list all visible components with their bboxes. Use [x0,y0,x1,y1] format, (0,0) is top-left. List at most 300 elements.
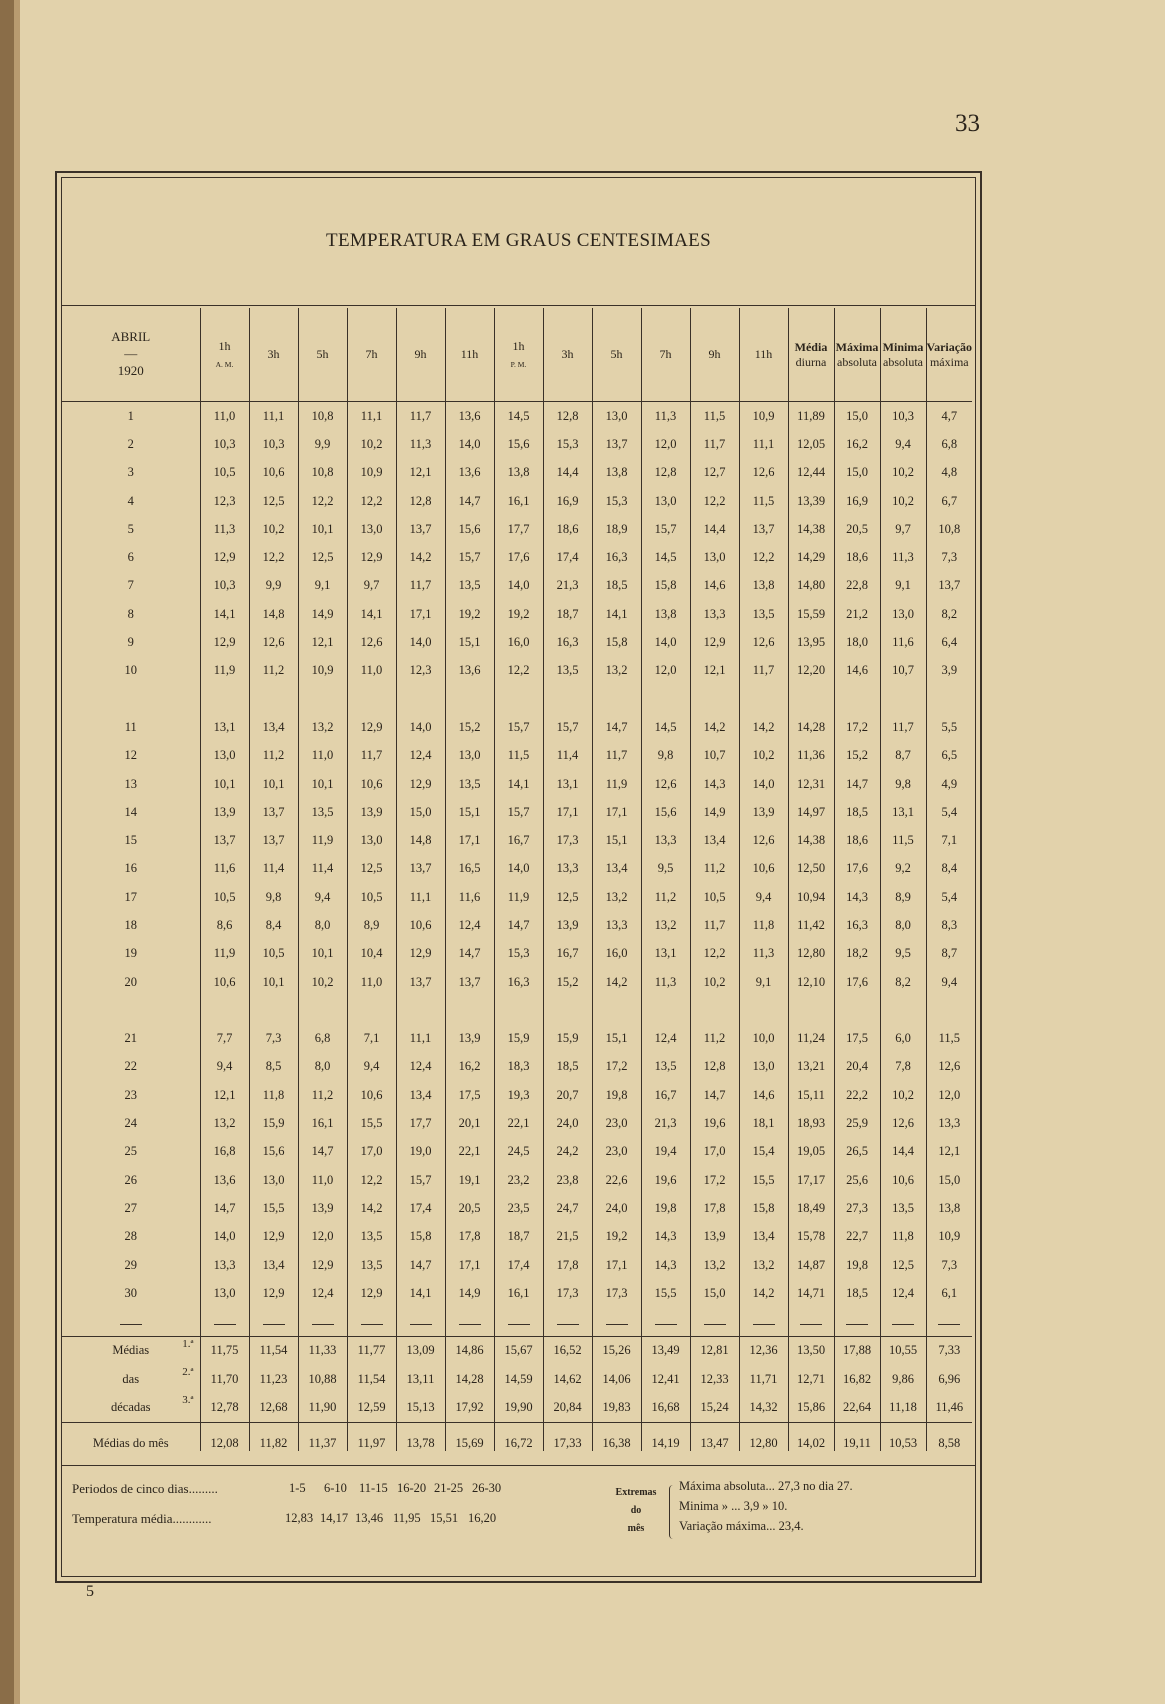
temp-cell: 14,7 [494,911,543,939]
temp-cell: 14,7 [445,940,494,968]
temp-cell: 13,0 [592,402,641,431]
gap-cell [347,685,396,713]
temp-cell: 16,1 [298,1109,347,1137]
table-row [62,1053,972,1081]
temp-cell: 10,3 [200,572,249,600]
temp-cell: 13,8 [494,459,543,487]
decade-label-cell [62,1365,200,1393]
temp-cell: 12,5 [880,1251,926,1279]
temp-cell: 14,3 [690,770,739,798]
gap-cell [396,685,445,713]
decade-mean-cell: 15,67 [494,1336,543,1365]
day-cell: 1 [127,408,134,423]
temp-cell: 11,8 [880,1223,926,1251]
temp-cell: 14,2 [690,713,739,741]
day-cell: 16 [124,861,137,876]
temp-cell: 13,0 [249,1166,298,1194]
temp-cell: 16,8 [200,1138,249,1166]
temp-cell: 11,3 [880,543,926,571]
day-cell: 26 [124,1172,137,1187]
hour-header: 1h P. M. [494,308,543,402]
temp-cell: 11,89 [788,402,834,431]
temp-cell: 5,4 [926,883,972,911]
table-row [62,911,972,939]
temp-cell: 12,05 [788,430,834,458]
temp-cell: 16,3 [834,911,880,939]
period-range: 1-5 [289,1481,306,1495]
temp-cell: 18,5 [543,1053,592,1081]
temp-cell: 19,2 [494,600,543,628]
temp-cell: 13,3 [641,826,690,854]
temp-cell: 13,5 [298,798,347,826]
temp-cell: 11,2 [690,1025,739,1053]
temp-cell: 15,7 [543,713,592,741]
temp-cell: 11,24 [788,1025,834,1053]
temp-cell: 15,0 [926,1166,972,1194]
decade-mean-cell: 14,62 [543,1365,592,1393]
dash-cell [445,1308,494,1337]
temp-cell: 14,2 [347,1194,396,1222]
temp-cell: 14,4 [690,515,739,543]
temp-cell: 19,2 [592,1223,641,1251]
decade-mean-cell: 22,64 [834,1393,880,1422]
temp-cell: 15,3 [543,430,592,458]
decade-mean-cell: 11,33 [298,1336,347,1365]
temp-cell: 13,1 [880,798,926,826]
gap-cell [249,996,298,1024]
temp-cell: 12,4 [298,1279,347,1307]
temp-cell: 17,3 [592,1279,641,1307]
temp-cell: 15,1 [445,628,494,656]
temp-cell: 12,6 [926,1053,972,1081]
temp-cell: 12,3 [396,657,445,685]
temp-cell: 14,5 [641,543,690,571]
decade-mean-cell: 7,33 [926,1336,972,1365]
dash-cell [834,1308,880,1337]
temp-cell: 8,0 [298,911,347,939]
temp-cell: 13,0 [641,487,690,515]
temp-cell: 17,6 [834,968,880,996]
temp-cell: 18,6 [834,826,880,854]
temp-cell: 14,2 [739,1279,788,1307]
temp-cell: 19,8 [592,1081,641,1109]
day-cell: 5 [127,521,134,536]
temp-cell: 9,7 [880,515,926,543]
dash-mark [846,1324,868,1325]
temp-cell: 16,9 [834,487,880,515]
temp-cell: 14,3 [834,883,880,911]
gap-cell [788,685,834,713]
temp-cell: 13,2 [200,1109,249,1137]
hour-header: 9h [690,308,739,402]
gap-cell [445,996,494,1024]
day-cell: 9 [127,635,134,650]
table-row [62,826,972,854]
temp-cell: 15,3 [592,487,641,515]
day-cell: 22 [124,1059,137,1074]
dash-mark [410,1324,432,1325]
hour-header: 5h [592,308,641,402]
temp-cell: 11,5 [926,1025,972,1053]
period-range: 21-25 [434,1481,464,1495]
temp-cell: 10,3 [880,402,926,431]
gap-cell [200,685,249,713]
temp-cell: 11,9 [592,770,641,798]
temp-cell: 14,29 [788,543,834,571]
temp-cell: 17,1 [445,826,494,854]
temp-cell: 14,1 [347,600,396,628]
temp-cell: 9,8 [880,770,926,798]
temp-cell: 13,1 [543,770,592,798]
month-header [62,308,200,402]
extremas-brace [669,1485,674,1539]
temp-cell: 10,8 [298,459,347,487]
temp-cell: 11,9 [200,940,249,968]
day-cell: 27 [124,1200,137,1215]
temp-cell: 19,8 [641,1194,690,1222]
temp-cell: 13,3 [543,855,592,883]
temp-cell: 16,1 [494,487,543,515]
temp-cell: 11,3 [200,515,249,543]
decade-mean-cell: 9,86 [880,1365,926,1393]
dash-mark [892,1324,914,1325]
dash-mark [655,1324,677,1325]
decade-mean-cell: 13,49 [641,1336,690,1365]
temp-cell: 12,5 [347,855,396,883]
temp-cell: 15,6 [445,515,494,543]
temp-cell: 11,7 [690,911,739,939]
temp-cell: 14,38 [788,515,834,543]
temp-cell: 15,0 [690,1279,739,1307]
temp-cell: 24,0 [592,1194,641,1222]
decade-mean-cell: 11,77 [347,1336,396,1365]
temp-cell: 13,21 [788,1053,834,1081]
dash-mark [120,1324,142,1325]
temp-cell: 16,1 [494,1279,543,1307]
temp-cell: 13,8 [641,600,690,628]
temp-cell: 12,80 [788,940,834,968]
decade-mean-cell: 12,78 [200,1393,249,1422]
temp-cell: 11,3 [739,940,788,968]
temp-cell: 12,0 [641,657,690,685]
temp-cell: 11,1 [739,430,788,458]
temp-cell: 19,8 [834,1251,880,1279]
decade-mean-cell: 12,68 [249,1393,298,1422]
temp-cell: 14,3 [641,1251,690,1279]
temp-cell: 14,0 [200,1223,249,1251]
temp-cell: 6,8 [298,1025,347,1053]
decade-mean-cell: 14,28 [445,1365,494,1393]
temp-cell: 13,5 [347,1223,396,1251]
temp-cell: 13,95 [788,628,834,656]
temp-cell: 15,8 [739,1194,788,1222]
gap-cell [249,685,298,713]
temp-cell: 8,4 [926,855,972,883]
temp-cell: 5,4 [926,798,972,826]
temp-cell: 12,20 [788,657,834,685]
table-row [62,940,972,968]
temp-cell: 12,9 [200,543,249,571]
temp-cell: 14,7 [396,1251,445,1279]
book-spine-edge [0,0,14,1704]
temp-cell: 13,9 [445,1025,494,1053]
temp-cell: 17,3 [543,826,592,854]
temp-cell: 13,1 [200,713,249,741]
temp-cell: 10,1 [298,515,347,543]
temp-cell: 10,5 [347,883,396,911]
gap-cell [834,685,880,713]
temp-cell: 13,5 [347,1251,396,1279]
temp-cell: 12,1 [298,628,347,656]
temp-cell: 10,2 [739,742,788,770]
day-cell: 17 [124,889,137,904]
temp-cell: 15,7 [445,543,494,571]
temp-cell: 10,7 [880,657,926,685]
day-cell: 11 [124,719,137,734]
temp-cell: 16,0 [592,940,641,968]
temp-cell: 10,2 [880,1081,926,1109]
period-mean-temp: 15,51 [430,1511,459,1525]
month-mean-cell: 14,19 [641,1422,690,1451]
temp-cell: 16,3 [494,968,543,996]
temp-cell: 17,7 [494,515,543,543]
decade-mean-cell: 11,46 [926,1393,972,1422]
temp-cell: 17,8 [543,1251,592,1279]
temp-cell: 10,6 [880,1166,926,1194]
temp-cell: 11,7 [880,713,926,741]
dash-cell [926,1308,972,1337]
temp-cell: 11,1 [347,402,396,431]
temp-cell: 21,5 [543,1223,592,1251]
footer-mark: 5 [86,1583,94,1600]
gap-cell [494,685,543,713]
temp-cell: 10,6 [200,968,249,996]
temp-cell: 10,2 [298,968,347,996]
temp-cell: 15,5 [739,1166,788,1194]
temp-cell: 12,2 [739,543,788,571]
temp-cell: 12,1 [200,1081,249,1109]
temp-cell: 25,9 [834,1109,880,1137]
temp-cell: 14,9 [445,1279,494,1307]
temp-cell: 22,6 [592,1166,641,1194]
gap-cell [690,685,739,713]
extremas-min: Minima » ... 3,9 » 10. [679,1499,788,1513]
month-mean-cell: 11,82 [249,1422,298,1451]
temp-cell: 18,1 [739,1109,788,1137]
dash-cell [690,1308,739,1337]
temp-cell: 13,2 [739,1251,788,1279]
dash-cell [543,1308,592,1337]
temp-cell: 14,8 [249,600,298,628]
temp-cell: 11,1 [396,883,445,911]
temp-cell: 14,6 [834,657,880,685]
temp-cell: 4,7 [926,402,972,431]
temp-cell: 14,7 [690,1081,739,1109]
day-cell: 8 [127,606,134,621]
temp-cell: 19,2 [445,600,494,628]
day-cell: 30 [124,1285,137,1300]
table-row [62,742,972,770]
temp-cell: 10,6 [347,770,396,798]
temp-cell: 12,1 [926,1138,972,1166]
temp-cell: 17,4 [396,1194,445,1222]
temp-cell: 14,2 [592,968,641,996]
period-range: 26-30 [472,1481,502,1495]
temp-cell: 18,5 [834,1279,880,1307]
temp-cell: 18,0 [834,628,880,656]
temp-cell: 24,7 [543,1194,592,1222]
temp-cell: 17,0 [347,1138,396,1166]
temp-cell: 20,1 [445,1109,494,1137]
temp-cell: 19,1 [445,1166,494,1194]
gap-cell [739,685,788,713]
temp-cell: 13,3 [592,911,641,939]
temp-cell: 3,9 [926,657,972,685]
temp-cell: 11,42 [788,911,834,939]
gap-cell [592,685,641,713]
temp-cell: 13,7 [926,572,972,600]
temp-cell: 12,9 [347,713,396,741]
temp-cell: 21,3 [543,572,592,600]
temp-cell: 15,7 [494,713,543,741]
temp-cell: 14,87 [788,1251,834,1279]
temp-cell: 15,5 [641,1279,690,1307]
temp-cell: 13,6 [445,657,494,685]
temp-cell: 14,1 [592,600,641,628]
temp-cell: 10,2 [880,487,926,515]
book-spine-shadow [14,0,20,1704]
table-row [62,459,972,487]
dash-cell [880,1308,926,1337]
temp-cell: 19,05 [788,1138,834,1166]
temp-cell: 13,39 [788,487,834,515]
temp-cell: 15,78 [788,1223,834,1251]
temp-cell: 12,9 [249,1279,298,1307]
temp-cell: 7,1 [926,826,972,854]
decade-mean-cell: 10,55 [880,1336,926,1365]
decade-mean-cell: 12,71 [788,1365,834,1393]
decade-mean-cell: 17,88 [834,1336,880,1365]
temp-cell: 17,2 [690,1166,739,1194]
temp-cell: 18,7 [543,600,592,628]
temp-cell: 27,3 [834,1194,880,1222]
temp-cell: 13,0 [200,1279,249,1307]
temp-cell: 17,1 [396,600,445,628]
temp-cell: 12,2 [494,657,543,685]
title-rule [62,305,975,306]
temp-cell: 10,4 [347,940,396,968]
temp-cell: 11,4 [249,855,298,883]
temp-cell: 13,7 [396,515,445,543]
hour-header: 7h [641,308,690,402]
month-mean-cell: 14,02 [788,1422,834,1451]
temp-cell: 11,2 [298,1081,347,1109]
month-mean-cell: 11,37 [298,1422,347,1451]
temp-cell: 9,1 [298,572,347,600]
temp-cell: 11,3 [641,968,690,996]
temp-cell: 13,2 [592,883,641,911]
temp-cell: 8,3 [926,911,972,939]
temp-cell: 15,8 [396,1223,445,1251]
temp-cell: 13,7 [249,826,298,854]
month-mean-label: Médias do mês [62,1422,200,1451]
temp-cell: 21,3 [641,1109,690,1137]
day-cell: 2 [127,436,134,451]
temp-cell: 13,9 [200,798,249,826]
hour-header: 1h A. M. [200,308,249,402]
variacao-maxima-header: Variação máxima [926,308,972,402]
day-cell: 7 [127,578,134,593]
temp-cell: 16,3 [543,628,592,656]
month-mean-cell: 16,38 [592,1422,641,1451]
temp-cell: 16,2 [834,430,880,458]
table-row [62,1223,972,1251]
temp-cell: 15,3 [494,940,543,968]
temp-cell: 20,5 [445,1194,494,1222]
temp-cell: 18,93 [788,1109,834,1137]
decade-mean-cell: 13,50 [788,1336,834,1365]
temp-cell: 11,9 [200,657,249,685]
day-cell: 15 [124,833,137,848]
temp-cell: 13,7 [249,798,298,826]
temp-cell: 24,0 [543,1109,592,1137]
temp-cell: 13,3 [690,600,739,628]
temp-cell: 11,1 [396,1025,445,1053]
temp-cell: 15,4 [739,1138,788,1166]
temp-cell: 11,5 [690,402,739,431]
month-mean-cell: 13,47 [690,1422,739,1451]
temp-cell: 9,4 [739,883,788,911]
temp-cell: 15,6 [249,1138,298,1166]
temp-cell: 11,6 [880,628,926,656]
dash-cell [641,1308,690,1337]
temp-cell: 13,5 [445,572,494,600]
dash-mark [361,1324,383,1325]
temp-cell: 10,5 [249,940,298,968]
temp-cell: 14,28 [788,713,834,741]
decade-row [62,1336,972,1365]
temp-cell: 8,2 [926,600,972,628]
temp-cell: 13,3 [200,1251,249,1279]
temp-cell: 19,6 [641,1166,690,1194]
temp-cell: 13,7 [445,968,494,996]
temp-cell: 10,7 [690,742,739,770]
temp-cell: 15,9 [543,1025,592,1053]
temp-cell: 17,5 [834,1025,880,1053]
temp-cell: 15,5 [347,1109,396,1137]
gap-cell [641,996,690,1024]
temp-cell: 11,36 [788,742,834,770]
decade-mean-cell: 13,09 [396,1336,445,1365]
temp-cell: 9,4 [880,430,926,458]
temp-cell: 11,1 [249,402,298,431]
temp-cell: 12,6 [347,628,396,656]
temp-cell: 13,0 [445,742,494,770]
gap-cell [926,996,972,1024]
temp-cell: 13,2 [592,657,641,685]
temp-cell: 13,4 [739,1223,788,1251]
dash-cell [592,1308,641,1337]
decade-mean-cell: 16,82 [834,1365,880,1393]
temp-cell: 14,3 [641,1223,690,1251]
temp-cell: 11,0 [347,968,396,996]
decade-label-text: Médias [112,1343,150,1358]
temp-cell: 12,5 [298,543,347,571]
temp-cell: 14,97 [788,798,834,826]
hour-header: 7h [347,308,396,402]
decade-mean-cell: 14,86 [445,1336,494,1365]
temp-cell: 17,6 [834,855,880,883]
